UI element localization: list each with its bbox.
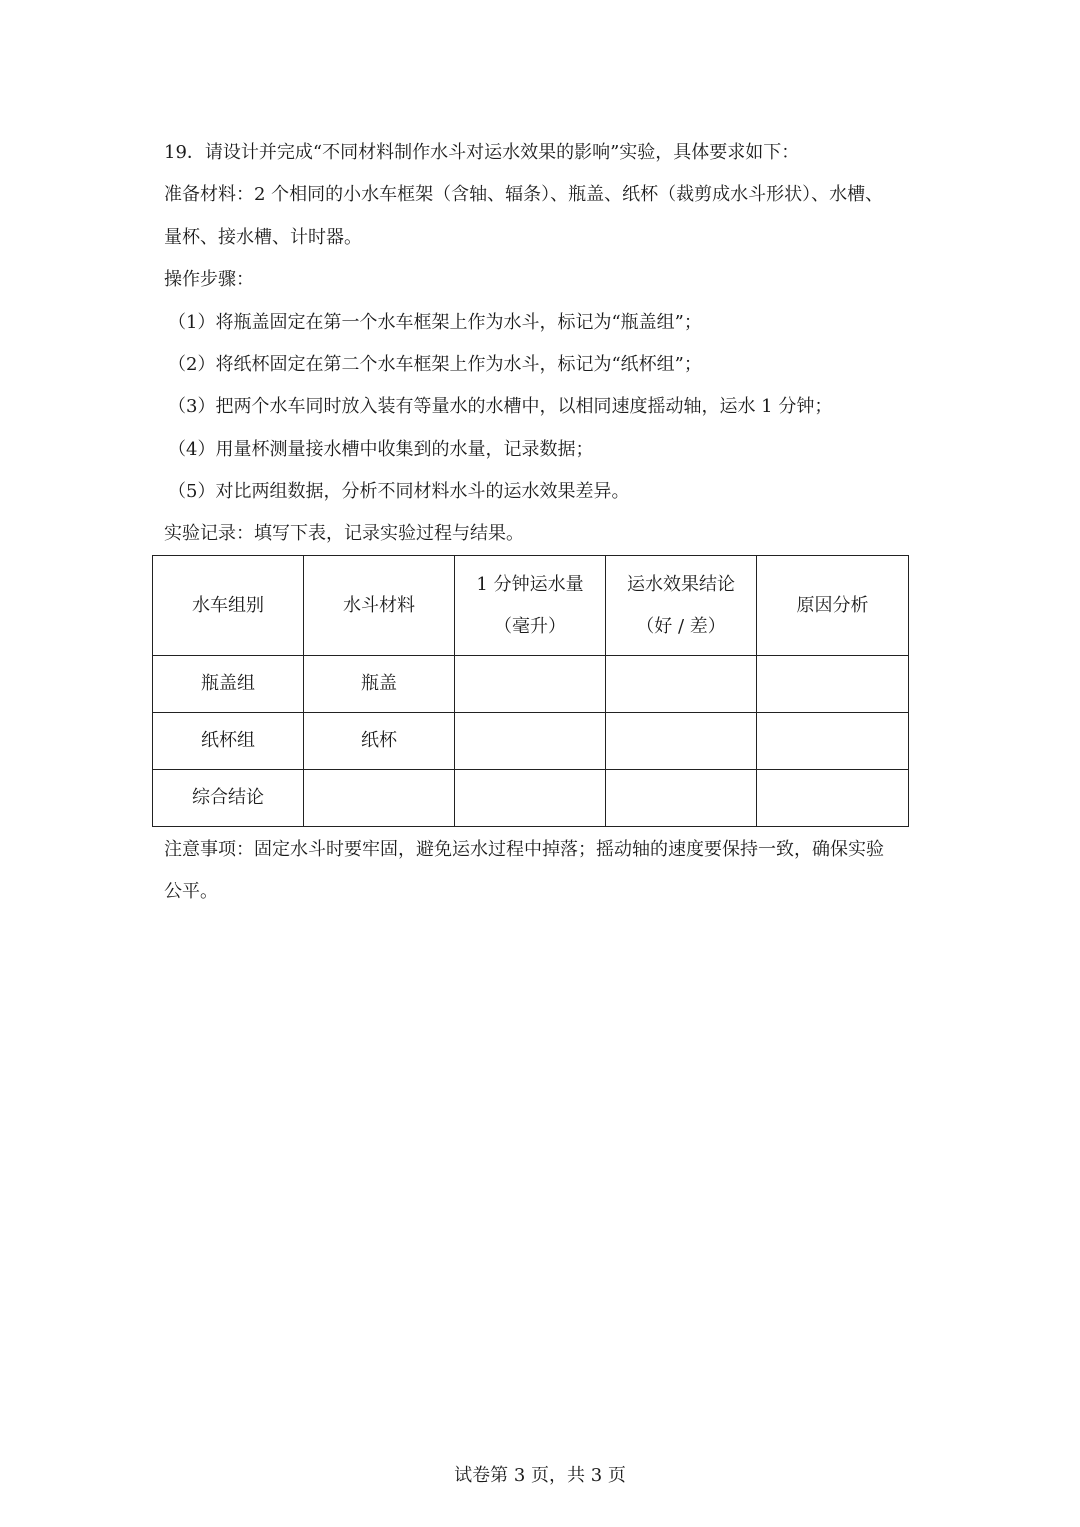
header-effect-line2: （好 / 差）	[636, 615, 726, 637]
materials-line-1: 准备材料：2 个相同的小水车框架（含轴、辐条）、瓶盖、纸杯（裁剪成水斗形状）、水槽、	[164, 184, 884, 205]
row-volume-cell[interactable]	[455, 713, 606, 770]
step-2: （2）将纸杯固定在第二个水车框架上作为水斗，标记为“纸杯组”；	[168, 354, 702, 375]
header-reason: 原因分析	[757, 556, 909, 656]
row-material-cell[interactable]	[304, 770, 455, 827]
header-volume-line1: 1 分钟运水量	[476, 573, 584, 595]
step-5: （5）对比两组数据，分析不同材料水斗的运水效果差异。	[168, 481, 630, 502]
row-effect-cell[interactable]	[606, 656, 757, 713]
header-material: 水斗材料	[304, 556, 455, 656]
row-reason-cell[interactable]	[757, 656, 909, 713]
header-effect	[606, 556, 757, 656]
row-group-cell: 纸杯组	[153, 713, 304, 770]
step-3: （3）把两个水车同时放入装有等量水的水槽中，以相同速度摇动轴，运水 1 分钟；	[168, 396, 833, 417]
page-footer: 试卷第 3 页，共 3 页	[454, 1465, 626, 1486]
row-reason-cell[interactable]	[757, 713, 909, 770]
table-row	[153, 656, 909, 713]
row-material-cell: 纸杯	[304, 713, 455, 770]
question-title: 19．请设计并完成“不同材料制作水斗对运水效果的影响”实验，具体要求如下：	[164, 142, 800, 163]
table-row	[153, 770, 909, 827]
materials-line-2: 量杯、接水槽、计时器。	[164, 227, 362, 248]
header-volume-line2: （毫升）	[494, 615, 566, 637]
table-header-row	[153, 556, 909, 656]
row-group-cell: 瓶盖组	[153, 656, 304, 713]
experiment-record-table	[152, 555, 909, 827]
header-volume	[455, 556, 606, 656]
table-row	[153, 713, 909, 770]
row-effect-cell[interactable]	[606, 770, 757, 827]
row-volume-cell[interactable]	[455, 656, 606, 713]
row-group-cell: 综合结论	[153, 770, 304, 827]
row-reason-cell[interactable]	[757, 770, 909, 827]
steps-heading: 操作步骤：	[164, 269, 254, 290]
step-1: （1）将瓶盖固定在第一个水车框架上作为水斗，标记为“瓶盖组”；	[168, 312, 702, 333]
header-group: 水车组别	[153, 556, 304, 656]
notes-line-1: 注意事项：固定水斗时要牢固，避免运水过程中掉落；摇动轴的速度要保持一致，确保实验	[164, 839, 884, 860]
row-volume-cell[interactable]	[455, 770, 606, 827]
header-effect-line1: 运水效果结论	[627, 573, 735, 595]
record-heading: 实验记录：填写下表，记录实验过程与结果。	[164, 523, 524, 544]
step-4: （4）用量杯测量接水槽中收集到的水量，记录数据；	[168, 439, 594, 460]
notes-line-2: 公平。	[164, 881, 218, 902]
row-material-cell: 瓶盖	[304, 656, 455, 713]
row-effect-cell[interactable]	[606, 713, 757, 770]
